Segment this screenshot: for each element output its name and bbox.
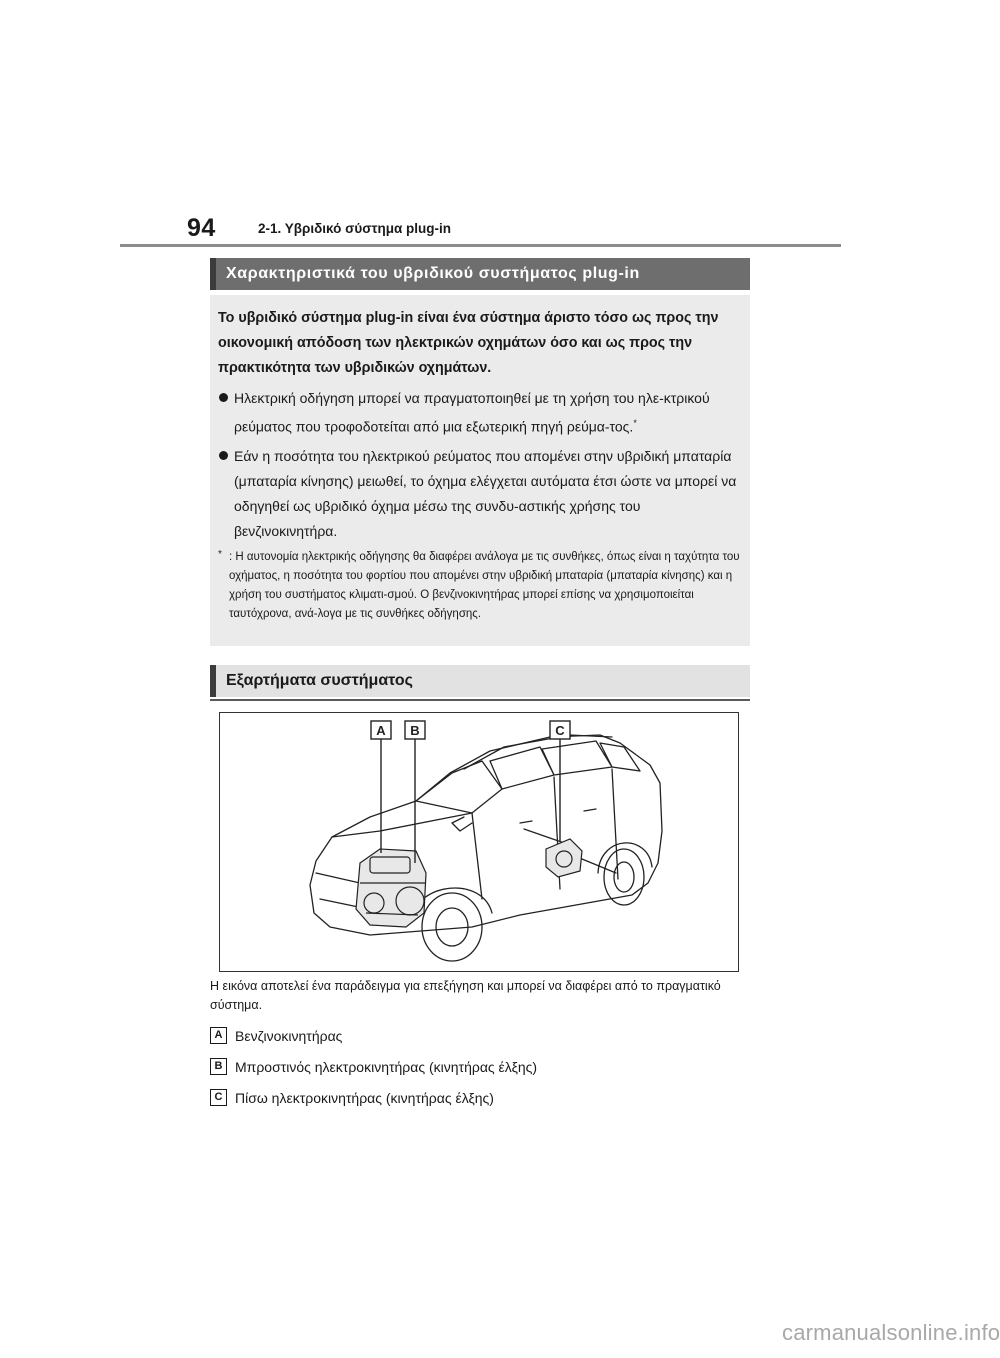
bullet-hybrid-mode xyxy=(218,444,740,544)
label-c-text: C xyxy=(555,723,565,738)
section-heading-features: Χαρακτηριστικά του υβριδικού συστήματος plug-in xyxy=(210,258,750,290)
watermark[interactable]: carmanualsonline.info xyxy=(782,1320,1000,1345)
feature-bullets xyxy=(218,386,740,544)
bullet-dot-icon xyxy=(219,451,228,460)
bullet-electric-driving-text: Ηλεκτρική οδήγηση μπορεί να πραγματοποιηθεί με τη χρήση του ηλε-κτρικού ρεύματος που τροφοδοτείται από μια εξωτερική πηγή ρεύμα-τος. xyxy=(234,390,710,435)
label-c xyxy=(550,721,570,739)
legend-tag-c: C xyxy=(210,1089,227,1106)
legend-tag-b: B xyxy=(210,1058,227,1075)
label-a-text: A xyxy=(376,723,386,738)
legend-tag-a: A xyxy=(210,1027,227,1044)
footnote-text: : Η αυτονομία ηλεκτρικής οδήγησης θα διαφέρει ανάλογα με τις συνθήκες, όπως είναι η ταχύτητα του οχήματος, η ποσότητα του φορτίου που απομένει στην υβριδική μπαταρία (μπαταρία κίνησης) και η χρήση του συστήματος κλιματι-σμού. Ο βενζινοκινητήρας μπορεί επίσης να χρησιμοποιείται ταυτόχρονα, ανά-λογα με τις συνθήκες οδήγησης. xyxy=(229,550,740,620)
footnote xyxy=(218,548,740,624)
bullet-electric-driving xyxy=(218,386,740,440)
legend-item-a xyxy=(210,1027,342,1045)
page-number: 94 xyxy=(187,214,216,242)
bullet-hybrid-mode-text: Εάν η ποσότητα του ηλεκτρικού ρεύματος που απομένει στην υβριδική μπαταρία (μπαταρία κίνησης) μειωθεί, το όχημα ελέγχεται αυτόματα έτσι ώστε να μπορεί να οδηγηθεί ως υβριδικό όχημα μέσω της συνδυ-αστικής χρήσης του βενζινοκινητήρα. xyxy=(234,447,737,539)
vehicle-diagram xyxy=(220,713,738,971)
figure-caption: Η εικόνα αποτελεί ένα παράδειγμα για επεξήγηση και μπορεί να διαφέρει από το πραγματικό σύστημα. xyxy=(210,979,721,1012)
front-wheel-hub xyxy=(436,908,468,946)
legend-text-b: Μπροστινός ηλεκτροκινητήρας (κινητήρας έλξης) xyxy=(235,1059,538,1075)
legend-text-a: Βενζινοκινητήρας xyxy=(235,1028,343,1044)
vehicle-illustration xyxy=(219,712,739,972)
rear-motor-assembly xyxy=(546,839,582,877)
hood-line xyxy=(332,813,472,837)
legend-text-c: Πίσω ηλεκτροκινητήρας (κινητήρας έλξης) xyxy=(235,1090,494,1106)
windshield xyxy=(416,761,502,813)
legend-item-c xyxy=(210,1089,494,1107)
leader-lines xyxy=(381,739,560,863)
footnote-star: * xyxy=(218,548,222,560)
door-handles xyxy=(520,809,596,823)
label-b xyxy=(405,721,425,739)
side-mirror xyxy=(452,817,472,831)
features-info-box xyxy=(210,295,750,646)
bullet-dot-icon xyxy=(219,393,228,402)
section-heading-components: Εξαρτήματα συστήματος xyxy=(210,665,750,697)
door-lines xyxy=(472,769,618,899)
label-a xyxy=(371,721,391,739)
side-windows xyxy=(490,741,640,789)
label-b-text: B xyxy=(410,723,420,738)
header-divider xyxy=(120,244,841,247)
footnote-marker: * xyxy=(633,418,637,428)
rear-wheel-hub xyxy=(614,862,634,892)
chapter-title: 2-1. Υβριδικό σύστημα plug-in xyxy=(258,221,452,236)
intro-paragraph: Το υβριδικό σύστημα plug-in είναι ένα σύστημα άριστο τόσο ως προς την οικονομική απόδοση των ηλεκτρικών οχημάτων όσο και ως προς την πρακτικότητα των υβριδικών οχημάτων. xyxy=(218,310,719,376)
legend-item-b xyxy=(210,1058,537,1076)
